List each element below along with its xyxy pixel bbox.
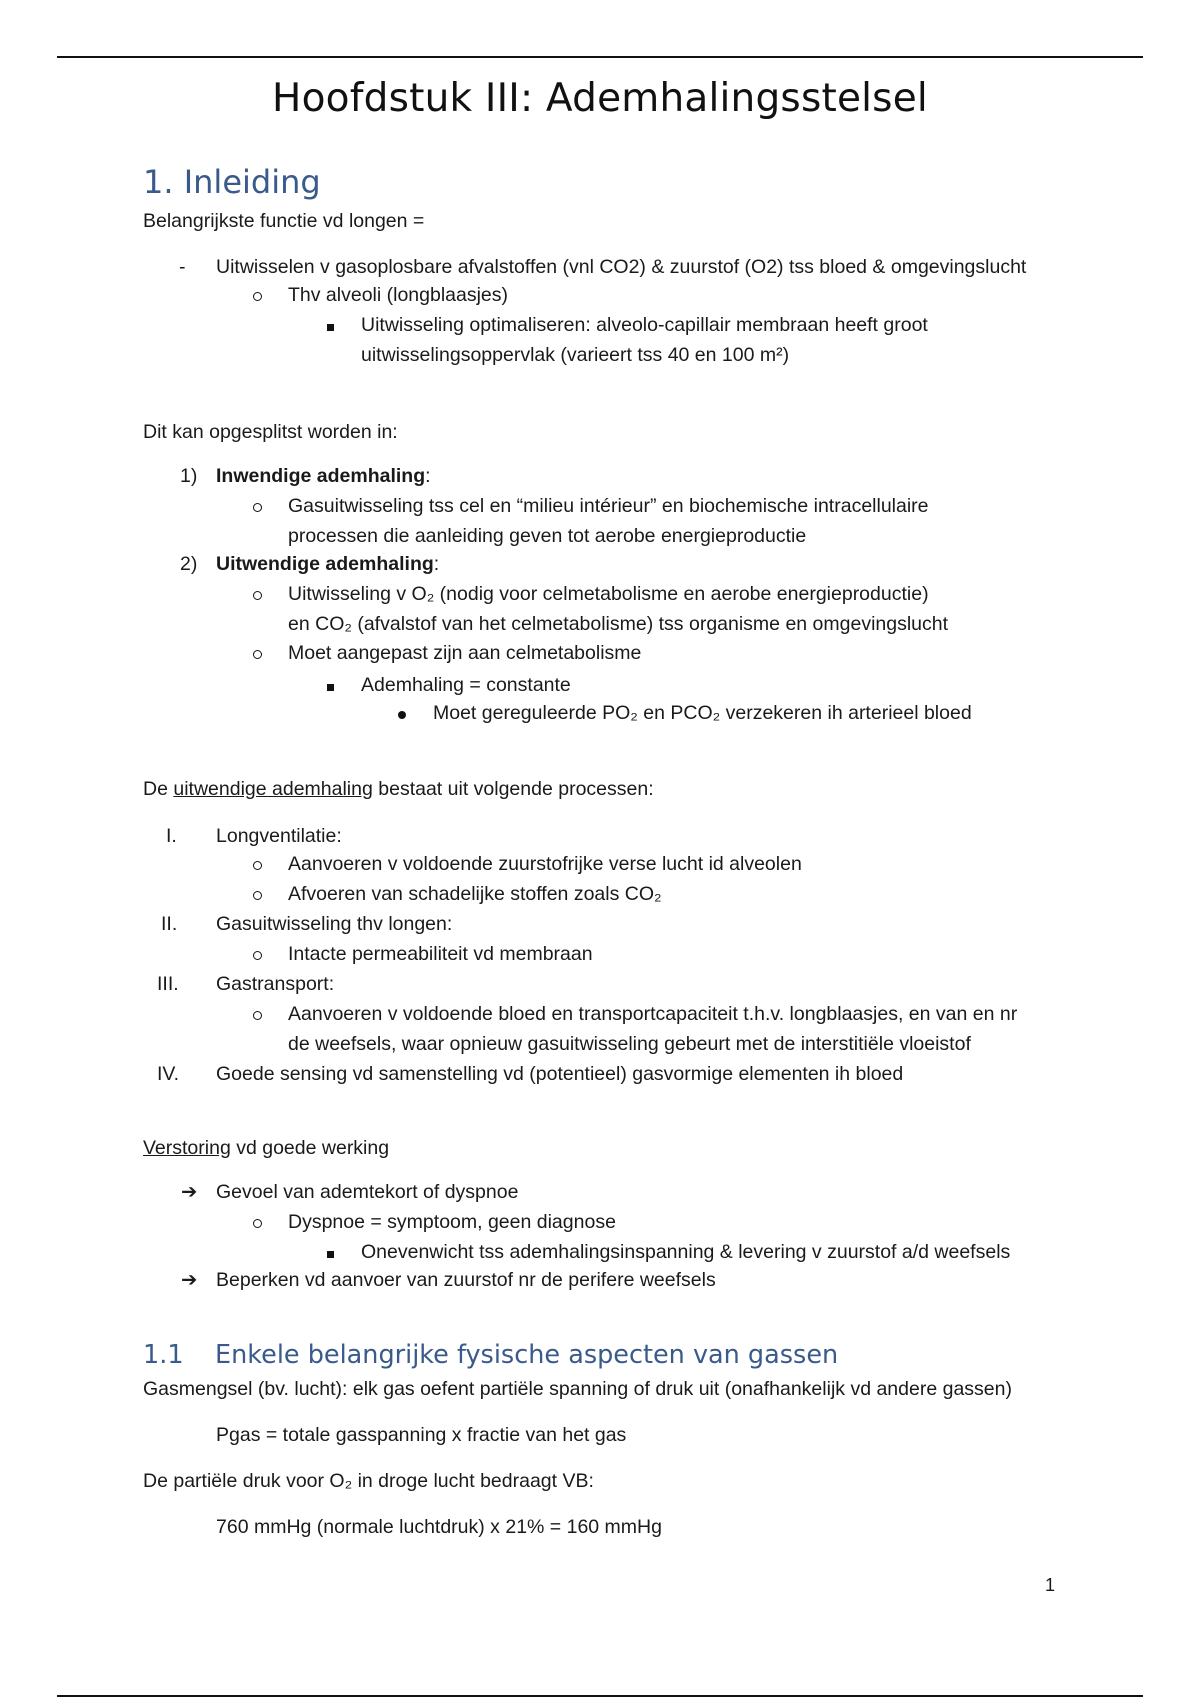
roman-II: II.: [161, 913, 178, 935]
circle-bullet-icon: [253, 1208, 262, 1236]
process-1: Longventilatie:: [216, 825, 342, 847]
processes-lead: De uitwendige ademhaling bestaat uit volgende processen:: [143, 778, 654, 800]
top-rule: [57, 56, 1143, 58]
process-2: Gasuitwisseling thv longen:: [216, 913, 453, 935]
section11-calc: 760 mmHg (normale luchtdruk) x 21% = 160 mmHg: [216, 1516, 662, 1538]
process-4: Goede sensing vd samenstelling vd (potentieel) gasvormige elementen ih bloed: [216, 1063, 904, 1085]
circle-bullet-icon: [253, 850, 262, 878]
process-2a: Intacte permeabiliteit vd membraan: [288, 943, 593, 965]
circle-bullet-icon: [253, 281, 262, 309]
split-item-2b: Moet aangepast zijn aan celmetabolisme: [288, 642, 642, 664]
dash-bullet: -: [179, 256, 186, 278]
split-item-2b1: Ademhaling = constante: [361, 674, 571, 696]
disturb-item-1a: Dyspnoe = symptoom, geen diagnose: [288, 1211, 616, 1233]
intro-subsubitem-l2: uitwisselingsoppervlak (varieert tss 40 en 100 m²): [361, 344, 790, 366]
circle-bullet-icon: [253, 940, 262, 968]
split-item-1a-l2: processen die aanleiding geven tot aerobe energieproductie: [288, 525, 807, 547]
split-lead: Dit kan opgesplitst worden in:: [143, 421, 398, 443]
process-1b: Afvoeren van schadelijke stoffen zoals CO₂: [288, 883, 662, 905]
intro-item: Uitwisselen v gasoplosbare afvalstoffen (vnl CO2) & zuurstof (O2) tss bloed & omgevingslucht: [216, 256, 1027, 278]
bottom-rule: [57, 1695, 1143, 1697]
arrow-right-icon: ➔: [181, 1181, 198, 1203]
disturb-item-1a1: Onevenwicht tss ademhalingsinspanning & levering v zuurstof a/d weefsels: [361, 1241, 1011, 1263]
circle-bullet-icon: [253, 639, 262, 667]
section-heading-inleiding: 1. Inleiding: [143, 163, 321, 201]
intro-subitem: Thv alveoli (longblaasjes): [288, 284, 509, 306]
split-item-2b1a: Moet gereguleerde PO₂ en PCO₂ verzekeren ih arterieel bloed: [433, 702, 972, 724]
roman-IV: IV.: [157, 1063, 180, 1085]
roman-III: III.: [157, 973, 179, 995]
disturb-item-1: Gevoel van ademtekort of dyspnoe: [216, 1181, 519, 1203]
split-item-1: Inwendige ademhaling:: [216, 465, 431, 487]
split-item-2a-l1: Uitwisseling v O₂ (nodig voor celmetabolisme en aerobe energieproductie): [288, 583, 929, 605]
square-bullet-icon: [327, 311, 334, 339]
process-3: Gastransport:: [216, 973, 335, 995]
page-number: 1: [1045, 1575, 1056, 1595]
circle-bullet-icon: [253, 492, 262, 520]
intro-lead: Belangrijkste functie vd longen =: [143, 210, 425, 232]
circle-bullet-icon: [253, 580, 262, 608]
section11-p1: Gasmengsel (bv. lucht): elk gas oefent partiële spanning of druk uit (onafhankelijk vd andere gassen): [143, 1378, 1012, 1400]
square-bullet-icon: [327, 671, 334, 699]
section11-p2: De partiële druk voor O₂ in droge lucht bedraagt VB:: [143, 1470, 594, 1492]
disturb-item-2: Beperken vd aanvoer van zuurstof nr de perifere weefsels: [216, 1269, 716, 1291]
dot-bullet-icon: [398, 699, 406, 727]
circle-bullet-icon: [253, 880, 262, 908]
split-item-2: Uitwendige ademhaling:: [216, 553, 440, 575]
roman-I: I.: [166, 825, 177, 847]
split-item-1a-l1: Gasuitwisseling tss cel en “milieu intérieur” en biochemische intracellulaire: [288, 495, 929, 517]
section11-formula: Pgas = totale gasspanning x fractie van het gas: [216, 1424, 627, 1446]
intro-subsubitem-l1: Uitwisseling optimaliseren: alveolo-capillair membraan heeft groot: [361, 314, 928, 336]
disturb-lead: Verstoring vd goede werking: [143, 1137, 390, 1159]
process-1a: Aanvoeren v voldoende zuurstofrijke verse lucht id alveolen: [288, 853, 802, 875]
process-3a-l2: de weefsels, waar opnieuw gasuitwisseling gebeurt met de interstitiële vloeistof: [288, 1033, 971, 1055]
split-item-2a-l2: en CO₂ (afvalstof van het celmetabolisme) tss organisme en omgevingslucht: [288, 613, 949, 635]
circle-bullet-icon: [253, 1000, 262, 1028]
number-2: 2): [180, 553, 198, 575]
arrow-right-icon: ➔: [181, 1269, 198, 1291]
square-bullet-icon: [327, 1238, 334, 1266]
section-heading-1-1: 1.1 Enkele belangrijke fysische aspecten van gassen: [143, 1340, 839, 1370]
document-title: Hoofdstuk III: Ademhalingsstelsel: [272, 76, 928, 121]
number-1: 1): [180, 465, 198, 487]
process-3a-l1: Aanvoeren v voldoende bloed en transportcapaciteit t.h.v. longblaasjes, en van en nr: [288, 1003, 1018, 1025]
